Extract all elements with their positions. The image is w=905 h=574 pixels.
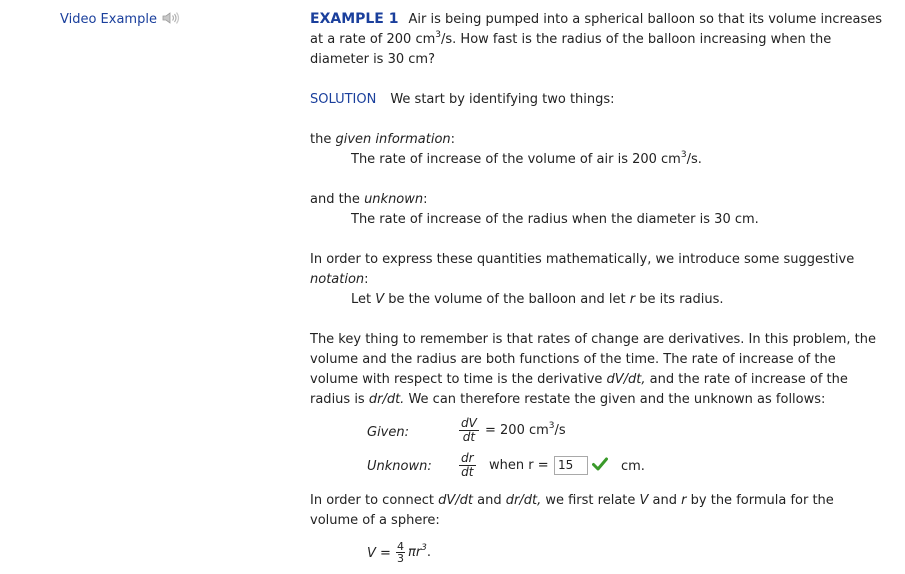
connect-line-1 xyxy=(310,491,890,511)
formula-pi-r: πr xyxy=(408,545,422,560)
key4-math: dr/dt. xyxy=(368,392,405,407)
given-text-a: The rate of increase of the volume of air is 200 cm xyxy=(351,152,681,167)
unknown-row-label: Unknown: xyxy=(367,459,432,474)
solution-label: SOLUTION xyxy=(310,92,377,107)
given-row-equation xyxy=(485,423,566,438)
given-text-b: /s. xyxy=(686,152,702,167)
given-emph: given information xyxy=(335,132,451,147)
formula-rest xyxy=(408,545,431,560)
given-suffix: : xyxy=(450,132,456,147)
unit-label: cm. xyxy=(621,459,645,474)
given-row-label: Given: xyxy=(367,425,409,440)
problem-text-1: Air is being pumped into a spherical balloon so that its volume increases xyxy=(408,12,883,27)
sphere-volume-formula xyxy=(367,540,487,570)
speaker-icon[interactable] xyxy=(162,11,180,29)
key4-a: radius is xyxy=(310,392,369,407)
connect-c: we first relate xyxy=(541,493,640,508)
let-b: be the volume of the balloon and let xyxy=(384,292,630,307)
let-V: V xyxy=(375,292,385,307)
video-example-link[interactable] xyxy=(60,11,180,29)
problem-line-1 xyxy=(310,9,890,30)
key4-b: We can therefore restate the given and the unknown as follows: xyxy=(404,392,826,407)
unknown-suffix: : xyxy=(423,192,428,207)
given-prefix: the xyxy=(310,132,336,147)
connect-V: V xyxy=(639,493,649,508)
video-example-label: Video Example xyxy=(60,12,157,27)
key3-b: and the rate of increase of the xyxy=(645,372,848,387)
unknown-heading xyxy=(310,190,890,210)
unknown-row xyxy=(367,452,687,486)
given-eq-sup: 3 xyxy=(548,421,555,431)
connect-a: In order to connect xyxy=(310,493,439,508)
solution-line xyxy=(310,90,890,110)
given-row xyxy=(367,416,667,450)
problem-sup: 3 xyxy=(435,30,441,40)
dv-dt-fraction xyxy=(459,417,479,444)
connect-e: by the formula for the xyxy=(686,493,834,508)
formula-sup: 3 xyxy=(421,543,427,553)
unknown-emph: unknown xyxy=(364,192,424,207)
solution-intro: We start by identifying two things: xyxy=(390,92,615,107)
notation-suffix: : xyxy=(364,272,369,287)
connect-m1: dV/dt xyxy=(438,493,474,508)
connect-b: and xyxy=(473,493,506,508)
key-line-2: volume and the radius are both functions of the time. The rate of increase of the xyxy=(310,352,836,367)
given-info-text xyxy=(310,150,890,170)
dr-numerator: dr xyxy=(461,451,474,465)
four-thirds-fraction xyxy=(396,541,405,564)
dv-denominator: dt xyxy=(462,430,476,444)
let-r: r xyxy=(629,292,636,307)
problem-line-3: diameter is 30 cm? xyxy=(310,52,435,67)
dv-numerator: dV xyxy=(461,416,477,430)
key3-a: volume with respect to time is the derivative xyxy=(310,372,607,387)
key3-math: dV/dt, xyxy=(606,372,646,387)
dr-dt-fraction xyxy=(459,452,476,479)
let-c: be its radius. xyxy=(635,292,724,307)
connect-r: r xyxy=(681,493,687,508)
formula-lhs xyxy=(367,546,391,561)
unknown-prefix: and the xyxy=(310,192,365,207)
key-line-3 xyxy=(310,370,890,390)
given-info-heading xyxy=(310,130,890,150)
given-eq-a: = 200 cm xyxy=(485,423,549,438)
formula-end: . xyxy=(426,545,432,560)
unknown-text: The rate of increase of the radius when the diameter is 30 cm. xyxy=(351,212,759,227)
formula-lhs-text: V = xyxy=(367,546,391,561)
example-label: EXAMPLE 1 xyxy=(310,11,399,27)
dr-denominator: dt xyxy=(461,465,474,479)
check-icon xyxy=(592,457,608,475)
notation-emph: notation xyxy=(310,272,365,287)
let-a: Let xyxy=(351,292,376,307)
notation-line-2 xyxy=(310,270,890,290)
connect-d: and xyxy=(648,493,682,508)
formula-denominator: 3 xyxy=(397,552,404,565)
example-content xyxy=(310,9,890,410)
connect-line-2: volume of a sphere: xyxy=(310,513,440,528)
key-line-4 xyxy=(310,390,890,410)
given-eq-b: /s xyxy=(554,423,566,438)
when-r-label: when r = xyxy=(489,458,549,473)
connect-m2: dr/dt, xyxy=(505,493,542,508)
notation-let xyxy=(310,290,890,310)
notation-line-1: In order to express these quantities mathematically, we introduce some suggestive xyxy=(310,252,855,267)
connect-paragraph xyxy=(310,491,890,531)
problem-text-2b: /s. How fast is the radius of the balloon increasing when the xyxy=(441,32,832,47)
problem-line-2 xyxy=(310,30,890,50)
radius-answer-input[interactable]: 15 xyxy=(554,456,588,475)
formula-numerator: 4 xyxy=(397,540,404,553)
given-text-sup: 3 xyxy=(680,150,687,160)
key-line-1: The key thing to remember is that rates of change are derivatives. In this problem, the xyxy=(310,332,876,347)
problem-text-2a: at a rate of 200 cm xyxy=(310,32,436,47)
